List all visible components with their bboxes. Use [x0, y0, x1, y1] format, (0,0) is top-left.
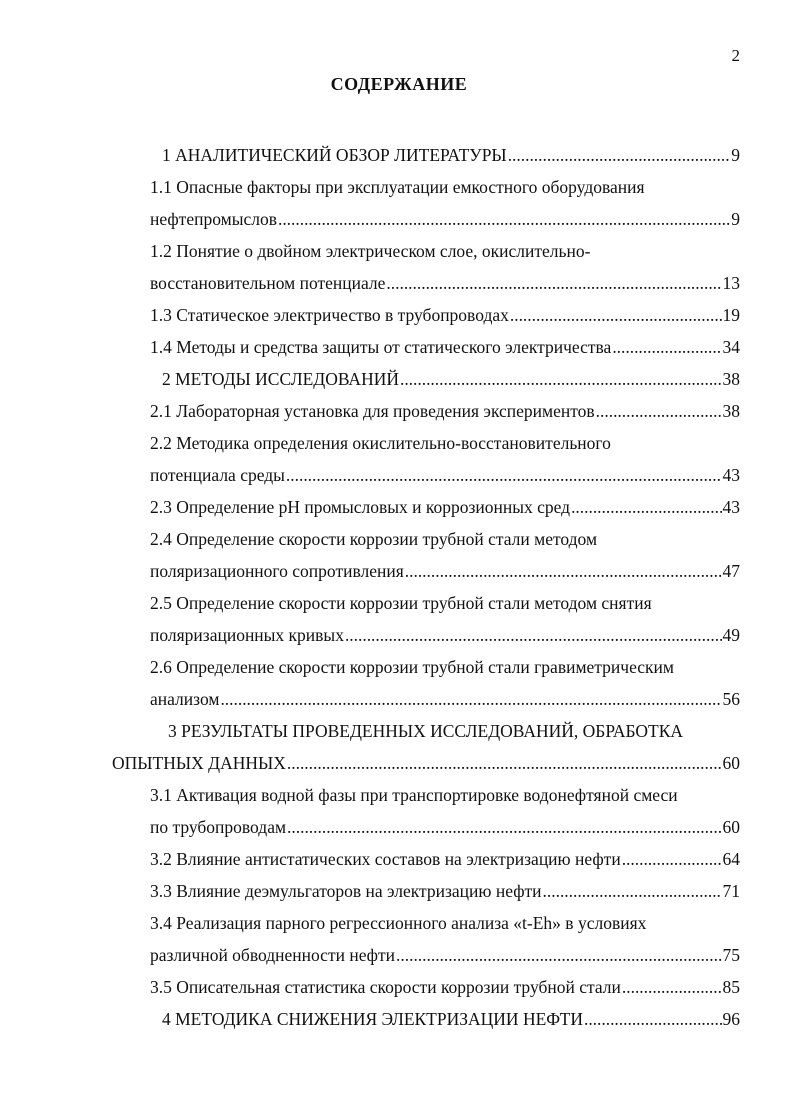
- toc-entry-chapter-4[interactable]: 4 МЕТОДИКА СНИЖЕНИЯ ЭЛЕКТРИЗАЦИИ НЕФТИ . . . 96: [162, 1004, 740, 1034]
- toc-entry-2-2[interactable]: потенциала среды . . . 43: [150, 460, 740, 490]
- toc-entry-3-1-line-1[interactable]: 3.1 Активация водной фазы при транспортировке водонефтяной смеси: [150, 785, 678, 805]
- toc-entry-2-4-line-1[interactable]: 2.4 Определение скорости коррозии трубной стали методом: [150, 529, 598, 549]
- toc-entry-3-4-line-1[interactable]: 3.4 Реализация парного регрессионного анализа «t-Eh» в условиях: [150, 913, 647, 933]
- toc-entry-3-3[interactable]: 3.3 Влияние деэмульгаторов на электризацию нефти . . . 71: [150, 876, 740, 906]
- toc-entry-chapter-2[interactable]: 2 МЕТОДЫ ИССЛЕДОВАНИЙ . . . 38: [162, 364, 740, 394]
- toc-entry-chapter-3[interactable]: ОПЫТНЫХ ДАННЫХ . . . 60: [112, 748, 740, 778]
- toc-entry-2-2-line-1[interactable]: 2.2 Методика определения окислительно-восстановительного: [150, 433, 611, 453]
- toc-entry-2-4[interactable]: поляризационного сопротивления . . . 47: [150, 556, 740, 586]
- toc-entry-1-1[interactable]: нефтепромыслов . . . 9: [150, 204, 740, 234]
- toc-entry-1-2-line-1[interactable]: 1.2 Понятие о двойном электрическом слое, окислительно-: [150, 241, 591, 261]
- toc-entry-1-4[interactable]: 1.4 Методы и средства защиты от статического электричества . . . 34: [150, 332, 740, 362]
- toc-entry-3-1[interactable]: по трубопроводам . . . 60: [150, 812, 740, 842]
- toc-entry-2-1[interactable]: 2.1 Лабораторная установка для проведения экспериментов . . . 38: [150, 396, 740, 426]
- toc-entry-2-6[interactable]: анализом . . . 56: [150, 684, 740, 714]
- toc-entry-1-1-line-1[interactable]: 1.1 Опасные факторы при эксплуатации емкостного оборудования: [150, 177, 645, 197]
- toc-entry-2-5-line-1[interactable]: 2.5 Определение скорости коррозии трубной стали методом снятия: [150, 593, 652, 613]
- toc-entry-3-4[interactable]: различной обводненности нефти . . . 75: [150, 940, 740, 970]
- toc-entry-3-2[interactable]: 3.2 Влияние антистатических составов на электризацию нефти . . . 64: [150, 844, 740, 874]
- page-title: СОДЕРЖАНИЕ: [330, 74, 468, 94]
- toc-entry-2-6-line-1[interactable]: 2.6 Определение скорости коррозии трубной стали гравиметрическим: [150, 657, 674, 677]
- toc-entry-chapter-1[interactable]: 1 АНАЛИТИЧЕСКИЙ ОБЗОР ЛИТЕРАТУРЫ . . . 9: [162, 140, 740, 170]
- toc-entry-1-2[interactable]: восстановительном потенциале . . . 13: [150, 268, 740, 298]
- toc-entry-chapter-3-line-1[interactable]: 3 РЕЗУЛЬТАТЫ ПРОВЕДЕННЫХ ИССЛЕДОВАНИЙ, ОБРАБОТКА: [168, 721, 684, 741]
- toc-entry-2-3[interactable]: 2.3 Определение pH промысловых и коррозионных сред . . . 43: [150, 492, 740, 522]
- page-number: 2: [731, 46, 740, 65]
- toc-entry-3-5[interactable]: 3.5 Описательная статистика скорости коррозии трубной стали . . . 85: [150, 972, 740, 1002]
- toc-entry-2-5[interactable]: поляризационных кривых . . . 49: [150, 620, 740, 650]
- toc-entry-1-3[interactable]: 1.3 Статическое электричество в трубопроводах . . . 19: [150, 300, 740, 330]
